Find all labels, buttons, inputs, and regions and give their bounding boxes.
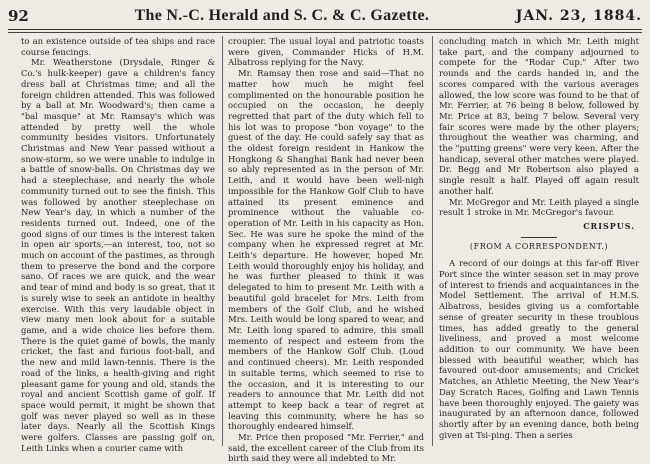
header-rule xyxy=(8,29,642,30)
column-divider xyxy=(432,36,433,446)
section-heading: (FROM A CORRESPONDENT.) xyxy=(469,241,609,251)
paragraph: A record of our doings at this far-off River Port since the winter season set in may prove of interest to friends and acquaintances in the Model Settlement. The arrival of H.M.S. Albatross, besides giving us a comfortable sense of greater security in these troublous times, has added greatly to the general liveliness, and proved a most welcome addition to our community. We have been blessed with beautiful weather, which has favoured out-door amusements; and Cricket Matches, an Athletic Meeting, the New Year's Day Scratch Races, Golfing and Lawn Tennis have been thoroughly enjoyed. The gaiety was inaugurated by an afternoon dance, followed shortly after by an evening dance, both being given at Tsi-ping. Then a series xyxy=(439,258,639,440)
author-signature: CRISPUS. xyxy=(583,220,635,231)
paragraph: Mr. Ramsay then rose and said—That no matter how much he might feel complimented on the honourable position he occupied on the occasion, he deeply regretted that part of the duty which fell to his lot was to propose "bon voyage" to the guest of the day. He could safely say that as the oldest foreign resident in Hankow the Hongkong & Shanghai Bank had never been so ably represented as in the person of Mr. Leith, and it would have been well-nigh impossible for the Hankow Golf Club to have attained its present eminence and prominence without the valuable co-operation of Mr. Leith in his capacity as Hon. Sec. He was sure he spoke the mind of the company when he expressed regret at Mr. Leith's departure. He however, hoped Mr. Leith would thoroughly enjoy his holiday, and he was further pleased to think it was delegated to him to present Mr. Leith with a beautiful gold bracelet for Mrs. Leith from members of the Golf Club, and he wished Mrs. Leith would be long spared to wear, and Mr. Leith long spared to admire, this small memento of respect and esteem from the members of the Hankow Golf Club. (Loud and continued cheers). Mr. Leith responded in suitable terms, which seemed to rise to the occasion, and it is interesting to our readers to announce that Mr. Leith did not attempt to keep back a tear of regret at leaving this community, where he has so thoroughly endeared himself. xyxy=(228,68,424,432)
paragraph: Mr. McGregor and Mr. Leith played a single result 1 stroke in Mr. McGregor's favour. xyxy=(439,196,639,218)
page-number: 92 xyxy=(8,7,29,25)
issue-date: JAN. 23, 1884. xyxy=(515,8,642,24)
paragraph: concluding match in which Mr. Leith might take part, and the company adjourned to compete for the "Rodar Cup." After two rounds and the cards handed in, and the scores compared with the various averages allowed, the low score was found to be that of Mr. Ferrier, at 76 being 8 below, followed by Mr. Price at 83, being 7 below. Several very fair scores were made by the other players; throughout the weather was charming, and the "putting greens" were very keen. After the handicap, several other matches were played. Dr. Begg and Mr Robertson also played a single result a half. Played off again result another half. xyxy=(439,36,639,196)
masthead xyxy=(8,4,642,28)
column-divider xyxy=(222,36,223,446)
column-1 xyxy=(21,36,215,453)
column-3 xyxy=(439,36,639,444)
paragraph: croupier. The usual loyal and patriotic toasts were given, Commander Hicks of H.M. Albatross replying for the Navy. xyxy=(228,36,424,68)
paragraph: Mr. Price then proposed "Mr. Ferrier," and said, the excellent career of the Club from its birth said they were all indebted to Mr. xyxy=(228,432,424,464)
header-rule-thin xyxy=(8,32,642,33)
paragraph: to an existence outside of tea ships and race course fencings. xyxy=(21,36,215,57)
paragraph: Mr. Weatherstone (Drysdale, Ringer & Co.'s hulk-keeper) gave a children's fancy dress ball at Christmas time; and all the foreign children attended. This was followed by a ball at Mr. Woodward's; then came a "bal masque" at Mr. Ramsay's which was attended by pretty well the whole community besides visitors. Unfortunately Christmas and New Year passed without a snow-storm, so we were unable to indulge in a battle of snow-balls. On Christmas day we had a steeplechase, and nearly the whole community turned out to see the finish. This was followed by another steeplechase on New Year's day, in which a number of the residents turned out. Indeed, one of the good signs of our times is the interest taken in open air sports,—an interest, too, not so much on account of the pastimes, as through them to preserve the bond and the corpore sano. Of races we are quick, and the wear and tear of mind and body is so great, that it is surely wise to seek an antidote in healthy exercise. With this very laudable object in view many men look about for a suitable game, and a wide choice lies before them. There is the quiet game of bowls, the manly cricket, the fast and furious foot-ball, and the new and mild lawn-tennis. There is the road of the links, a health-giving and right pleasant game for young and old, stands the royal and ancient Scottish game of golf. If space would permit, it might be shown that golf was never played so well as in these later days. Nearly all the Scottish Kings were golfers. Classes are passing golf on, Leith Links when a courier came with xyxy=(21,57,215,453)
newspaper-title: The N.-C. Herald and S. C. & C. Gazette. xyxy=(134,7,430,24)
section-separator xyxy=(521,237,557,238)
column-2 xyxy=(228,36,424,464)
